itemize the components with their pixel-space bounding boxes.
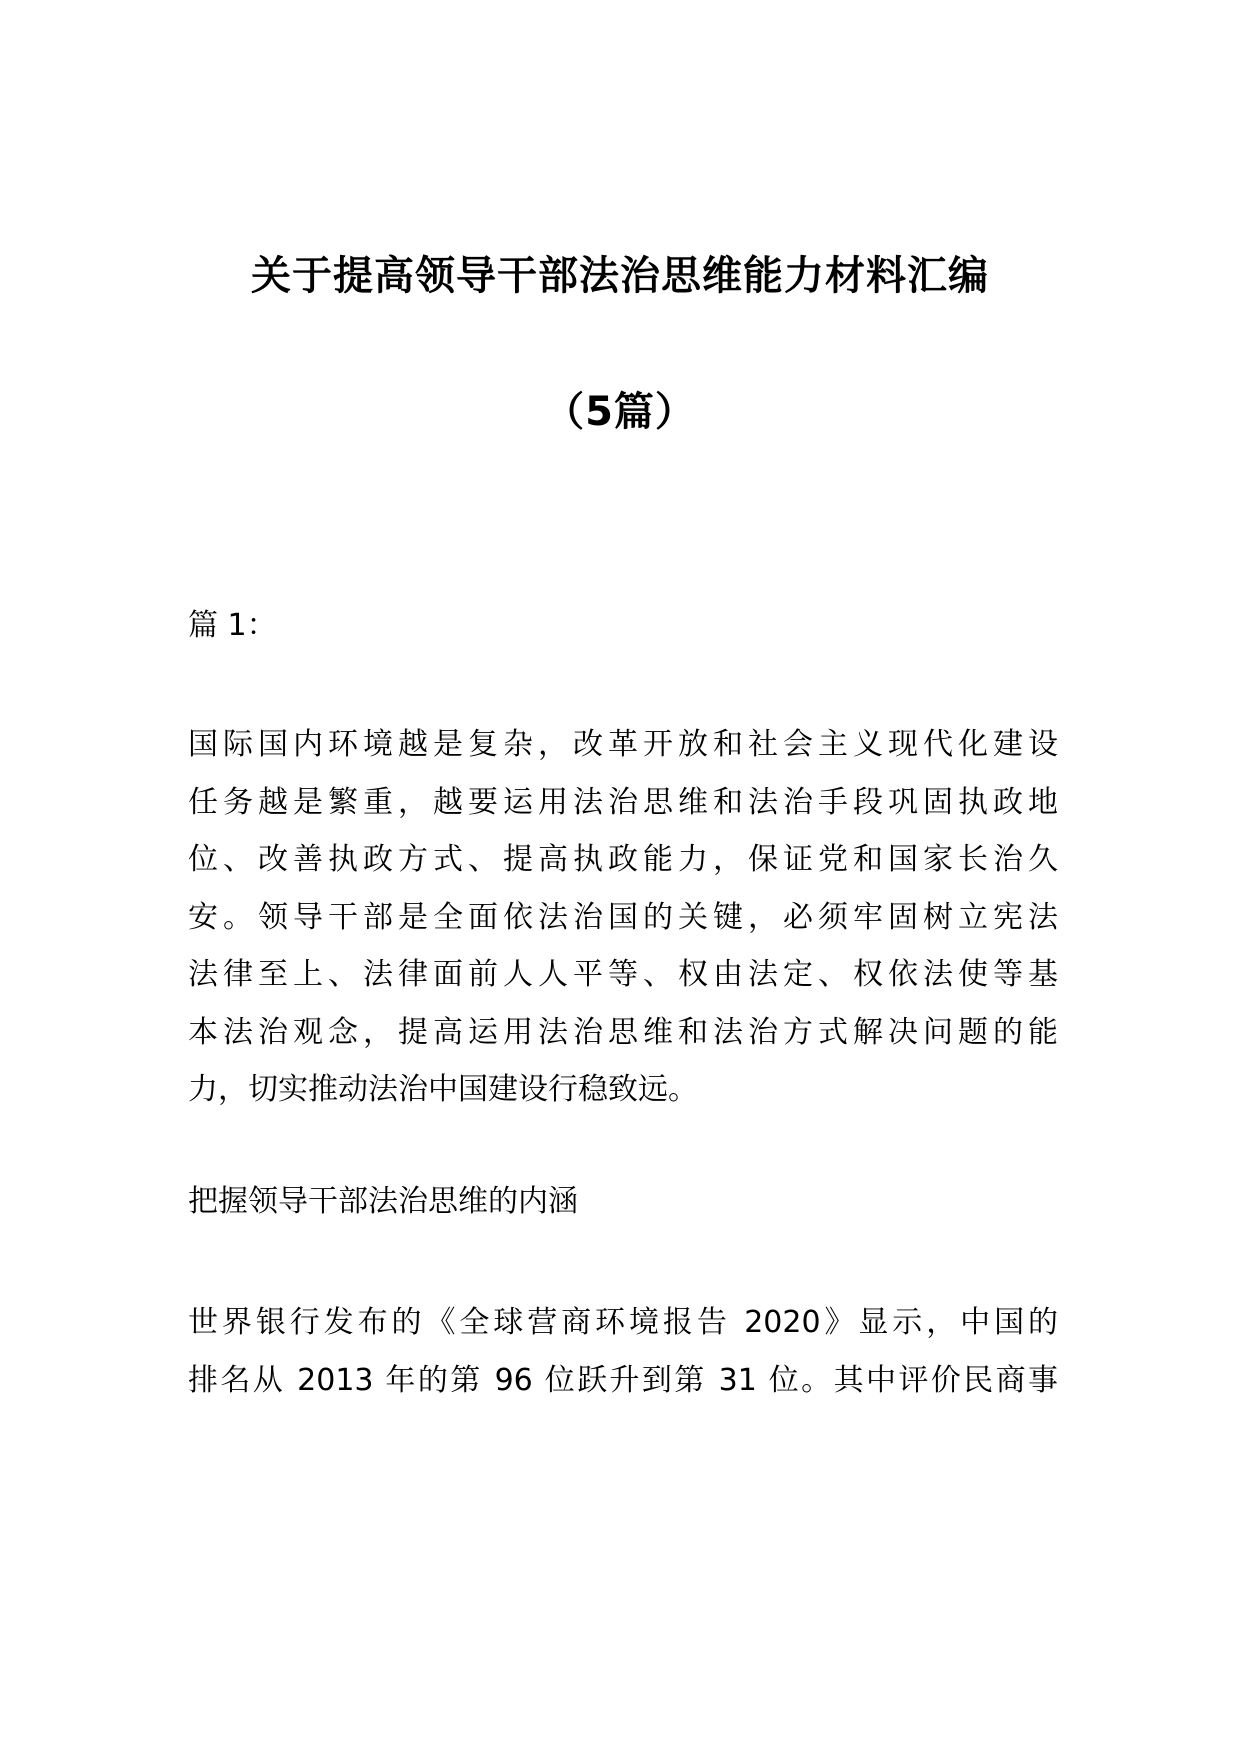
paragraph-line: 安。领导干部是全面依法治国的关键，必须牢固树立宪法 bbox=[188, 899, 1058, 935]
paragraph-line: 世界银行发布的《全球营商环境报告 2020》显示，中国的 bbox=[188, 1305, 1058, 1340]
paragraph-1 bbox=[188, 716, 1058, 1119]
paragraph-line: 法律至上、法律面前人人平等、权由法定、权依法使等基 bbox=[188, 957, 1058, 992]
document-subtitle: （5篇） bbox=[544, 389, 696, 435]
paragraph-line: 力，切实推动法治中国建设行稳致远。 bbox=[188, 1072, 698, 1107]
paragraph-line: 排名从 2013 年的第 96 位跃升到第 31 位。其中评价民商事 bbox=[188, 1362, 1058, 1398]
section-heading: 把握领导干部法治思维的内涵 bbox=[188, 1184, 578, 1219]
paragraph-line: 位、改善执政方式、提高执政能力，保证党和国家长治久 bbox=[188, 842, 1058, 877]
paragraph-2 bbox=[188, 1294, 1058, 1409]
document-title: 关于提高领导干部法治思维能力材料汇编 bbox=[251, 253, 989, 299]
paragraph-line: 国际国内环境越是复杂，改革开放和社会主义现代化建设 bbox=[188, 727, 1058, 762]
paragraph-line: 任务越是繁重，越要运用法治思维和法治手段巩固执政地 bbox=[188, 784, 1058, 820]
section-label: 篇 1： bbox=[188, 608, 277, 643]
paragraph-line: 本法治观念，提高运用法治思维和法治方式解决问题的能 bbox=[188, 1014, 1058, 1050]
